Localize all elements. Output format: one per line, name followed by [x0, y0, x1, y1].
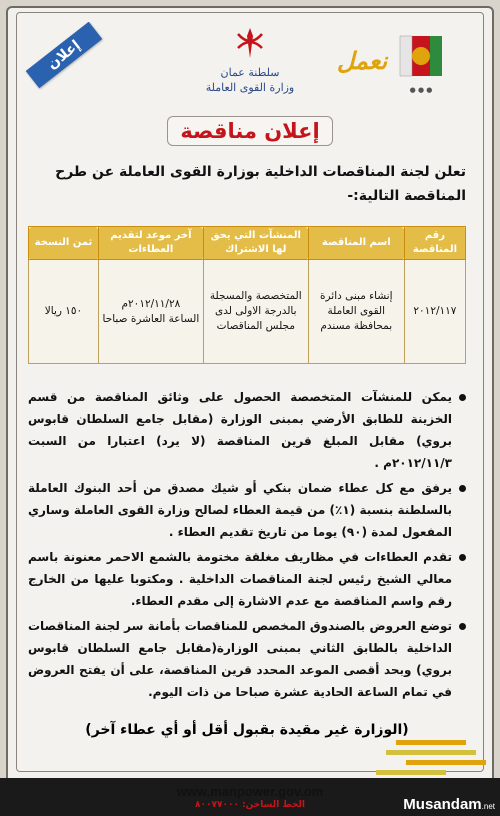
list-item: يرفق مع كل عطاء ضمان بنكي أو شيك مصدق من أحد البنوك العاملة بالسلطنة بنسبة (١٪) من قيمة العطاء لصالح وزارة القوى العاملة وساري المفعول لمدة (٩٠) يوما من تاريخ تقديم العطاء .: [28, 477, 468, 543]
header-price: ثمن النسخة: [29, 227, 99, 260]
website-link[interactable]: www.manpower.gov.om: [176, 784, 324, 799]
work-logo: نعمل: [336, 46, 388, 75]
cell-price: ١٥٠ ريالا: [29, 260, 99, 364]
header-number: رقم المناقصة: [404, 227, 465, 260]
title-text: إعلان مناقصة: [167, 116, 332, 146]
header-eligible: المنشآت التي يحق لها الاشتراك: [203, 227, 308, 260]
cell-name: إنشاء مبنى دائرة القوى العاملة بمحافظة مسندم: [308, 260, 404, 364]
intro-paragraph: تعلن لجنة المناقصات الداخلية بوزارة القوى العاملة عن طرح المناقصة التالية:-: [55, 164, 466, 204]
conditions-list: [28, 386, 468, 706]
hotline-text: الخط الساخن: ٨٠٠٧٧٠٠٠: [195, 800, 305, 810]
cell-eligible: المتخصصة والمسجلة بالدرجة الاولى لدى مجلس المناقصات: [203, 260, 308, 364]
deadline-time: الساعة العاشرة صباحا: [102, 312, 200, 325]
list-item: تقدم العطاءات في مظاريف مغلقة مختومة بالشمع الاحمر معنونة باسم معالي الشيخ رئيس لجنة المناقصات الداخلية . ومكتوبا عليها من الخارج رقم واسم المناقصة مع عدم الاشارة إلى مقدم العطاء.: [28, 546, 468, 612]
closing-note: (الوزارة غير مقيدة بقبول أقل أو أي عطاء آخر): [85, 722, 409, 738]
table-header-row: [29, 227, 466, 260]
ministry-name-line1: سلطنة عمان: [220, 66, 280, 79]
header-logos: [0, 26, 500, 106]
list-item: يمكن للمنشآت المتخصصة الحصول على وثائق المناقصة من قسم الخزينة للطابق الأرضي بمبنى الوزارة (مقابل جامع السلطان قابوس بروي) مقابل المبلغ قرين المناقصة (لا يرد) اعتبارا من السبت ٢٠١٢/١١/٣م .: [28, 386, 468, 474]
table-row: [29, 260, 466, 364]
khanjar-icon: [232, 26, 268, 60]
ministry-emblem: [200, 26, 300, 106]
header-name: اسم المناقصة: [308, 227, 404, 260]
page-title: [0, 116, 500, 146]
deadline-date: ٢٠١٢/١١/٢٨م: [121, 297, 181, 310]
header-deadline: آخر موعد لتقديم العطاءات: [98, 227, 203, 260]
watermark-logo: [375, 796, 495, 813]
cell-number: ٢٠١٢/١١٧: [404, 260, 465, 364]
ribbon-label: إعلان: [26, 22, 103, 88]
ministry-name-line2: وزارة القوى العاملة: [205, 81, 295, 95]
svg-text:● ● ●: ● ● ●: [409, 86, 433, 94]
oman-ministry-logo: [382, 30, 472, 100]
cell-deadline: [98, 260, 203, 364]
watermark-suffix: .net: [481, 802, 495, 811]
tender-table: [28, 226, 466, 364]
list-item: توضع العروض بالصندوق المخصص للمناقصات بأمانة سر لجنة المناقصات الداخلية بالطابق الثاني بمبنى الوزارة(مقابل جامع السلطان قابوس بروي) وبحد أقصى الموعد المحدد قرين المناقصة، على أن يفتح العروض في تمام الساعة الحادية عشرة صباحا من ذات اليوم.: [28, 615, 468, 703]
watermark-text: Musandam: [403, 796, 482, 813]
